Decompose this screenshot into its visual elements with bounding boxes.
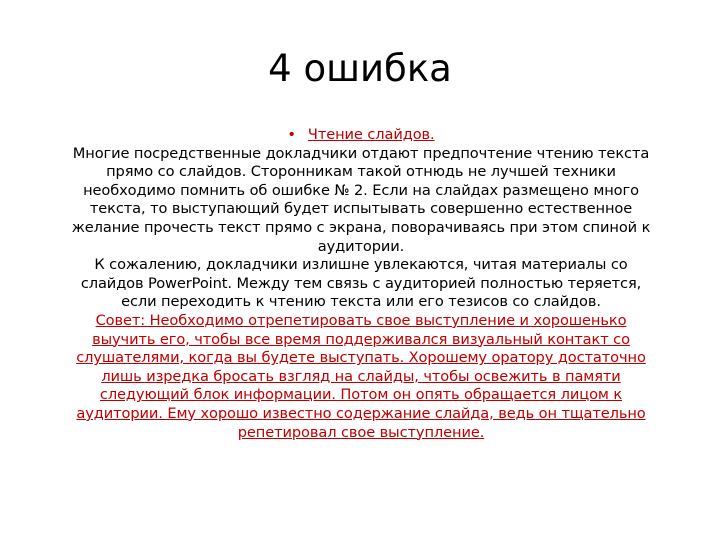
bullet-text: Чтение слайдов.	[307, 126, 435, 143]
slide-body	[66, 126, 656, 442]
slide-title: 4 ошибка	[268, 47, 452, 90]
bullet-icon: •	[287, 126, 296, 143]
paragraph-2: К сожалению, докладчики излишне увлекаются, читая материалы со слайдов PowerPoint. Между тем связь с аудиторией полностью теряется, если переходить к чтению текста или его тезисов со слайдов.	[80, 256, 642, 311]
paragraph-1: Многие посредственные докладчики отдают предпочтение чтению текста прямо со слайдов. Сторонникам такой отнюдь не лучшей техники необходимо помнить об ошибке № 2. Если на слайдах размещено много текста, то выступающий будет испытывать совершенно естественное желание прочесть текст прямо с экрана, поворачиваясь при этом спиной к аудитории.	[71, 144, 651, 255]
bullet-item	[66, 126, 656, 145]
advice-text: Совет: Необходимо отрепетировать свое выступление и хорошенько выучить его, чтобы все время поддерживался визуальный контакт со слушателями, когда вы будете выступать. Хорошему оратору достаточно лишь изредка бросать взгляд на слайды, чтобы освежить в памяти следующий блок информации. Потом он опять обращается лицом к аудитории. Ему хорошо известно содержание слайда, ведь он тщательно репетировал свое выступление.	[76, 311, 646, 441]
